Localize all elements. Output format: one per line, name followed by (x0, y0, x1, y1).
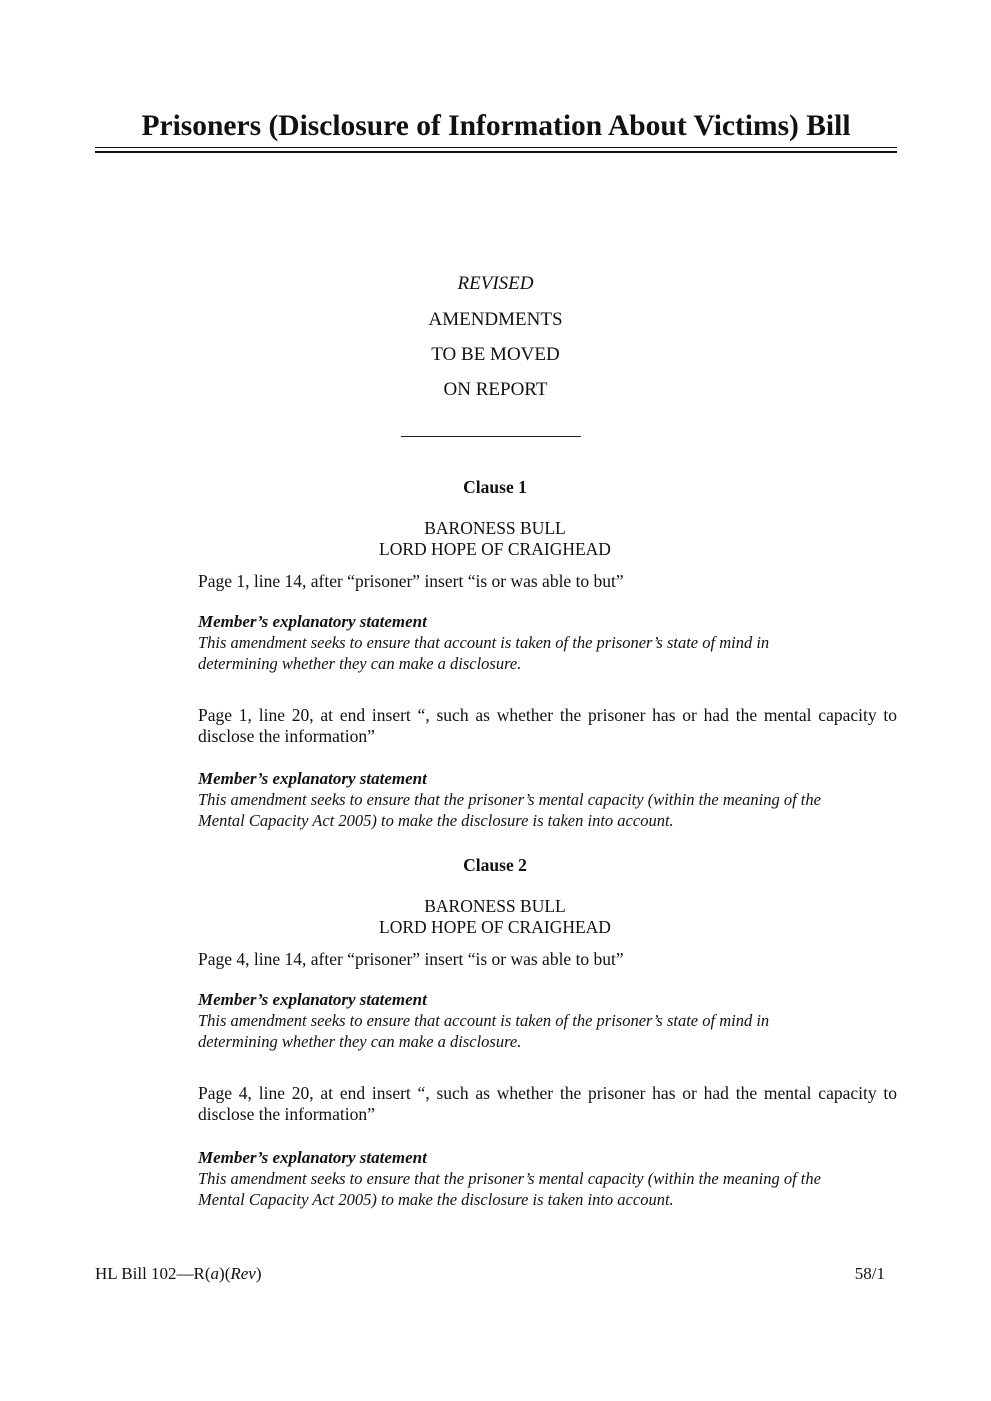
clause-heading: Clause 2 (463, 855, 527, 875)
bill-reference (95, 1263, 262, 1285)
amendment-text: Page 4, line 20, at end insert “, such as whether the prisoner has or had the mental capacity to disclose the information” (198, 1083, 897, 1124)
statement-line: This amendment seeks to ensure that account is taken of the prisoner’s state of mind in (198, 633, 770, 652)
explanatory-statement-heading: Member’s explanatory statement (198, 769, 427, 788)
amendment-text: Page 4, line 14, after “prisoner” insert “is or was able to but” (198, 949, 624, 969)
amendment-text: Page 1, line 14, after “prisoner” insert “is or was able to but” (198, 571, 624, 591)
title-double-rule (95, 147, 897, 153)
sponsor-name: LORD HOPE OF CRAIGHEAD (379, 917, 611, 937)
explanatory-statement-text (198, 1168, 897, 1210)
bill-ref-a: a (210, 1264, 220, 1283)
amendment-text: Page 1, line 20, at end insert “, such as whether the prisoner has or had the mental capacity to disclose the information” (198, 705, 897, 746)
cover-to-be-moved: TO BE MOVED (431, 344, 560, 365)
page-reference: 58/1 (854, 1264, 885, 1283)
bill-ref-suffix: ) (255, 1264, 262, 1283)
bill-ref-rev: Rev (230, 1264, 256, 1283)
statement-line: determining whether they can make a disclosure. (198, 654, 522, 673)
sponsor-name: BARONESS BULL (424, 896, 566, 916)
bill-ref-mid: )( (219, 1264, 231, 1283)
statement-line: This amendment seeks to ensure that the prisoner’s mental capacity (within the meaning of the (198, 1169, 821, 1188)
statement-line: Mental Capacity Act 2005) to make the disclosure is taken into account. (198, 1190, 674, 1209)
sponsor-name: LORD HOPE OF CRAIGHEAD (379, 539, 611, 559)
explanatory-statement-heading: Member’s explanatory statement (198, 1148, 427, 1167)
statement-line: determining whether they can make a disclosure. (198, 1032, 522, 1051)
cover-block (0, 266, 991, 408)
section-rule (401, 436, 581, 437)
explanatory-statement-text (198, 1010, 897, 1052)
sponsor-list (198, 896, 792, 938)
explanatory-statement-text (198, 789, 897, 831)
statement-line: This amendment seeks to ensure that the prisoner’s mental capacity (within the meaning of the (198, 790, 821, 809)
explanatory-statement-heading: Member’s explanatory statement (198, 990, 427, 1009)
cover-on-report: ON REPORT (443, 379, 548, 400)
sponsor-list (198, 518, 792, 560)
cover-amendments: AMENDMENTS (428, 309, 563, 330)
statement-line: This amendment seeks to ensure that account is taken of the prisoner’s state of mind in (198, 1011, 770, 1030)
statement-line: Mental Capacity Act 2005) to make the disclosure is taken into account. (198, 811, 674, 830)
bill-title: Prisoners (Disclosure of Information About Victims) Bill (141, 110, 851, 142)
explanatory-statement-text (198, 632, 897, 674)
bill-ref-prefix: HL Bill 102—R( (95, 1264, 211, 1283)
sponsor-name: BARONESS BULL (424, 518, 566, 538)
explanatory-statement-heading: Member’s explanatory statement (198, 612, 427, 631)
clause-heading: Clause 1 (463, 477, 527, 497)
cover-revised: REVISED (457, 273, 534, 294)
